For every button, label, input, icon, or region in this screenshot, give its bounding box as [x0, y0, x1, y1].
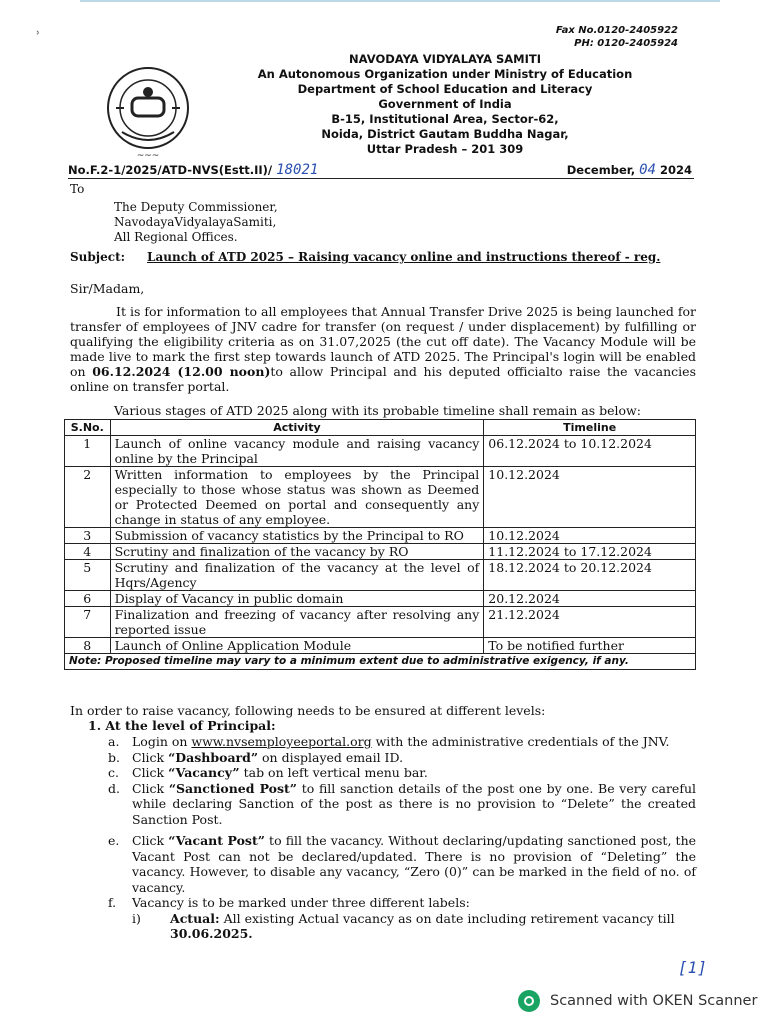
org-line-5: B-15, Institutional Area, Sector-62,	[331, 112, 559, 126]
org-line-3: Department of School Education and Literacy	[297, 82, 593, 96]
svg-text:~~~: ~~~	[136, 151, 160, 161]
table-header-row	[65, 420, 696, 436]
table-row: 3 Submission of vacancy statistics by the Principal to RO 10.12.2024	[65, 528, 696, 544]
salutation: Sir/Madam,	[70, 281, 145, 296]
portal-link[interactable]: www.nvsemployeeportal.org	[191, 734, 372, 749]
list-item: a. Login on www.nvsemployeeportal.org with the administrative credentials of the JNV.	[108, 734, 670, 749]
org-line-2: An Autonomous Organization under Ministry of Education	[257, 67, 633, 81]
instructions-intro: In order to raise vacancy, following needs to be ensured at different levels:	[70, 703, 546, 718]
list-item: c. Click “Vacancy” tab on left vertical menu bar.	[108, 765, 428, 780]
list-item: f. Vacancy is to be marked under three different labels:	[108, 895, 470, 910]
addressee-block: The Deputy Commissioner, NavodayaVidyalayaSamiti, All Regional Offices.	[114, 200, 278, 244]
col-timeline: Timeline	[484, 420, 696, 436]
table-row: 1 Launch of online vacancy module and raising vacancy online by the Principal 06.12.2024 to 10.12.2024	[65, 436, 696, 467]
table-row: 5 Scrutiny and finalization of the vacancy at the level of Hqrs/Agency 18.12.2024 to 20.12.2024	[65, 560, 696, 591]
instruction-list	[108, 734, 696, 942]
fax-number: Fax No.0120-2405922	[555, 25, 678, 36]
table-note: Note: Proposed timeline may vary to a minimum extent due to administrative exigency, if any.	[65, 654, 696, 670]
handwritten-day: 04	[639, 162, 656, 178]
table-row: 7 Finalization and freezing of vacancy after resolving any reported issue 21.12.2024	[65, 607, 696, 638]
handwritten-page-number: [1]	[678, 958, 707, 977]
table-row: 6 Display of Vacancy in public domain 20.12.2024	[65, 591, 696, 607]
col-activity: Activity	[110, 420, 484, 436]
list-item: e. Click “Vacant Post” to fill the vacancy. Without declaring/updating sanctioned post, the Vacant Post can not be declared/updated. There is no provision of “Deleting” the vacancy. However, to disable any vacancy, “Zero (0)” can be marked in the field of no. of vacancy.	[108, 833, 697, 895]
org-line-7: Uttar Pradesh – 201 309	[366, 142, 524, 156]
col-sno: S.No.	[65, 420, 111, 436]
org-line-1: NAVODAYA VIDYALAYA SAMITI	[349, 52, 541, 66]
org-line-4: Government of India	[378, 97, 512, 111]
table-row: 2 Written information to employees by the Principal especially to those whose status was shown as Deemed or Protected Deemed on portal and consequently any change in status of any employee. 10.12.2024	[65, 467, 696, 528]
scanner-watermark	[518, 990, 757, 1012]
phone-number: PH: 0120-2405924	[574, 38, 678, 49]
stages-intro: Various stages of ATD 2025 along with its probable timeline shall remain as below:	[114, 403, 641, 418]
subject-line: Subject: Launch of ATD 2025 – Raising vacancy online and instructions thereof - reg.	[70, 250, 661, 264]
to-label: To	[70, 182, 85, 196]
handwritten-ref: 18021	[276, 162, 319, 178]
table-note-row	[65, 654, 696, 670]
sub-list-item: i) Actual: All existing Actual vacancy as on date including retirement vacancy till 30.06.2025.	[132, 910, 675, 941]
header-divider	[68, 178, 694, 179]
org-line-6: Noida, District Gautam Buddha Nagar,	[321, 127, 569, 141]
body-paragraph: It is for information to all employees that Annual Transfer Drive 2025 is being launched for transfer of employees of JNV cadre for transfer (on request / under displacement) by fulfilling or qualifying the eligibility criteria as on 31.07,2025 (the cut off date). The Vacancy Module will be made live to mark the first step towards launch of ATD 2025. The Principal's login will be enabled on 06.12.2024 (12.00 noon)to allow Principal and his deputed officialto raise the vacancies online on transfer portal.	[70, 304, 696, 394]
contact-block	[556, 24, 678, 50]
subject-text: Launch of ATD 2025 – Raising vacancy online and instructions thereof - reg.	[147, 250, 661, 264]
scan-edge-line	[80, 0, 720, 2]
nvs-emblem-logo	[102, 62, 194, 162]
level-heading: 1. At the level of Principal:	[88, 718, 276, 733]
table-row: 8 Launch of Online Application Module To be notified further	[65, 638, 696, 654]
reference-number: No.F.2-1/2025/ATD-NVS(Estt.II)/ 18021	[68, 162, 319, 178]
scanner-logo-icon	[518, 990, 540, 1012]
timeline-table	[64, 419, 696, 670]
table-row: 4 Scrutiny and finalization of the vacancy by RO 11.12.2024 to 17.12.2024	[65, 544, 696, 560]
organization-header	[230, 52, 660, 157]
letter-date: December, 04 2024	[566, 162, 692, 178]
list-item: d. Click “Sanctioned Post” to fill sanction details of the post one by one. Be very careful while declaring Sanction of the post as there is no provision to “Delete” the created Sanction Post.	[108, 780, 696, 827]
list-item: b. Click “Dashboard” on displayed email ID.	[108, 749, 404, 765]
scan-mark: ˒	[36, 26, 41, 42]
scanner-text: Scanned with OKEN Scanner	[550, 993, 758, 1009]
